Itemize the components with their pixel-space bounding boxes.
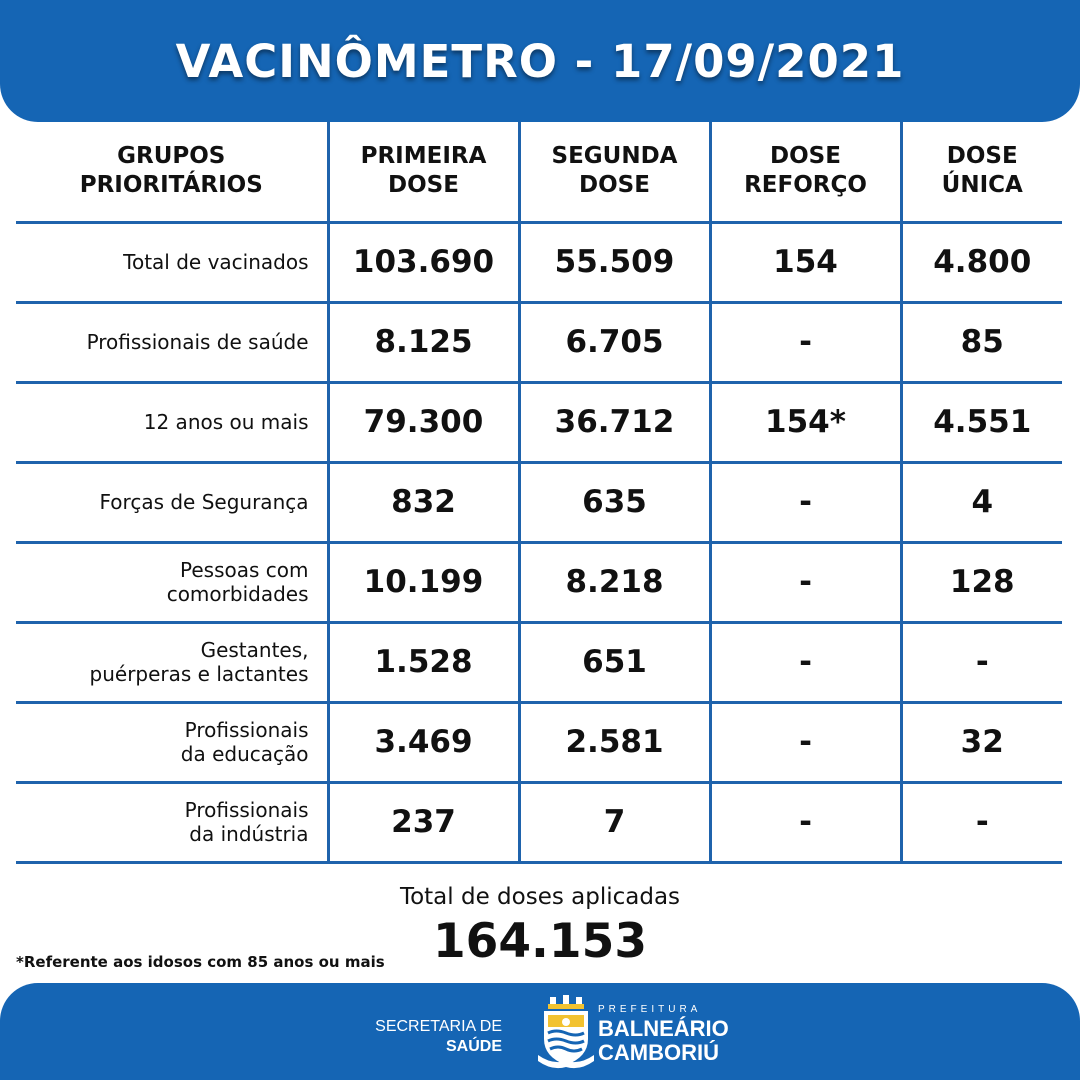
single-dose-cell: 4 xyxy=(901,462,1062,542)
first-dose-cell: 10.199 xyxy=(328,542,519,622)
row-label: 12 anos ou mais xyxy=(16,382,328,462)
column-header-groups: GRUPOS PRIORITÁRIOS xyxy=(16,122,328,222)
single-dose-cell: 128 xyxy=(901,542,1062,622)
second-dose-cell: 651 xyxy=(519,622,710,702)
second-dose-cell: 635 xyxy=(519,462,710,542)
page-title: VACINÔMETRO - 17/09/2021 xyxy=(175,34,905,88)
column-header-second-dose: SEGUNDA DOSE xyxy=(519,122,710,222)
first-dose-cell: 79.300 xyxy=(328,382,519,462)
booster-dose-cell: - xyxy=(710,622,901,702)
single-dose-cell: - xyxy=(901,622,1062,702)
table-row xyxy=(16,302,1062,382)
first-dose-cell: 103.690 xyxy=(328,222,519,302)
row-label: Gestantes, puérperas e lactantes xyxy=(16,622,328,702)
first-dose-cell: 832 xyxy=(328,462,519,542)
table-row xyxy=(16,782,1062,862)
second-dose-cell: 7 xyxy=(519,782,710,862)
booster-dose-cell: 154* xyxy=(710,382,901,462)
table-row xyxy=(16,222,1062,302)
single-dose-cell: 32 xyxy=(901,702,1062,782)
first-dose-cell: 237 xyxy=(328,782,519,862)
column-header-single-dose: DOSE ÚNICA xyxy=(901,122,1062,222)
row-label: Forças de Segurança xyxy=(16,462,328,542)
second-dose-cell: 6.705 xyxy=(519,302,710,382)
single-dose-cell: 4.800 xyxy=(901,222,1062,302)
second-dose-cell: 55.509 xyxy=(519,222,710,302)
table-header-row xyxy=(16,122,1062,222)
booster-dose-cell: - xyxy=(710,542,901,622)
row-label: Profissionais da educação xyxy=(16,702,328,782)
row-label: Profissionais da indústria xyxy=(16,782,328,862)
booster-dose-cell: - xyxy=(710,782,901,862)
table-row xyxy=(16,542,1062,622)
table-row xyxy=(16,622,1062,702)
booster-dose-cell: - xyxy=(710,302,901,382)
table-row xyxy=(16,702,1062,782)
second-dose-cell: 36.712 xyxy=(519,382,710,462)
row-label: Pessoas com comorbidades xyxy=(16,542,328,622)
table-row xyxy=(16,462,1062,542)
column-header-booster-dose: DOSE REFORÇO xyxy=(710,122,901,222)
booster-dose-cell: - xyxy=(710,462,901,542)
first-dose-cell: 3.469 xyxy=(328,702,519,782)
booster-dose-cell: - xyxy=(710,702,901,782)
booster-dose-cell: 154 xyxy=(710,222,901,302)
footnote: *Referente aos idosos com 85 anos ou mais xyxy=(16,953,385,971)
single-dose-cell: 85 xyxy=(901,302,1062,382)
column-header-first-dose: PRIMEIRA DOSE xyxy=(328,122,519,222)
city-hall-logo-text: PREFEITURA BALNEÁRIO CAMBORIÚ xyxy=(598,1004,729,1065)
single-dose-cell: 4.551 xyxy=(901,382,1062,462)
vaccination-table xyxy=(16,122,1062,864)
total-doses-value: 164.153 xyxy=(432,914,648,969)
single-dose-cell: - xyxy=(901,782,1062,862)
footer-banner xyxy=(0,983,1080,1080)
second-dose-cell: 8.218 xyxy=(519,542,710,622)
header-banner xyxy=(0,0,1080,122)
table-row xyxy=(16,382,1062,462)
city-crest-icon xyxy=(538,995,594,1071)
total-doses-label: Total de doses aplicadas xyxy=(399,884,681,910)
first-dose-cell: 8.125 xyxy=(328,302,519,382)
second-dose-cell: 2.581 xyxy=(519,702,710,782)
first-dose-cell: 1.528 xyxy=(328,622,519,702)
health-department-label: SECRETARIA DE SAÚDE xyxy=(375,1018,502,1055)
row-label: Profissionais de saúde xyxy=(16,302,328,382)
row-label: Total de vacinados xyxy=(16,222,328,302)
